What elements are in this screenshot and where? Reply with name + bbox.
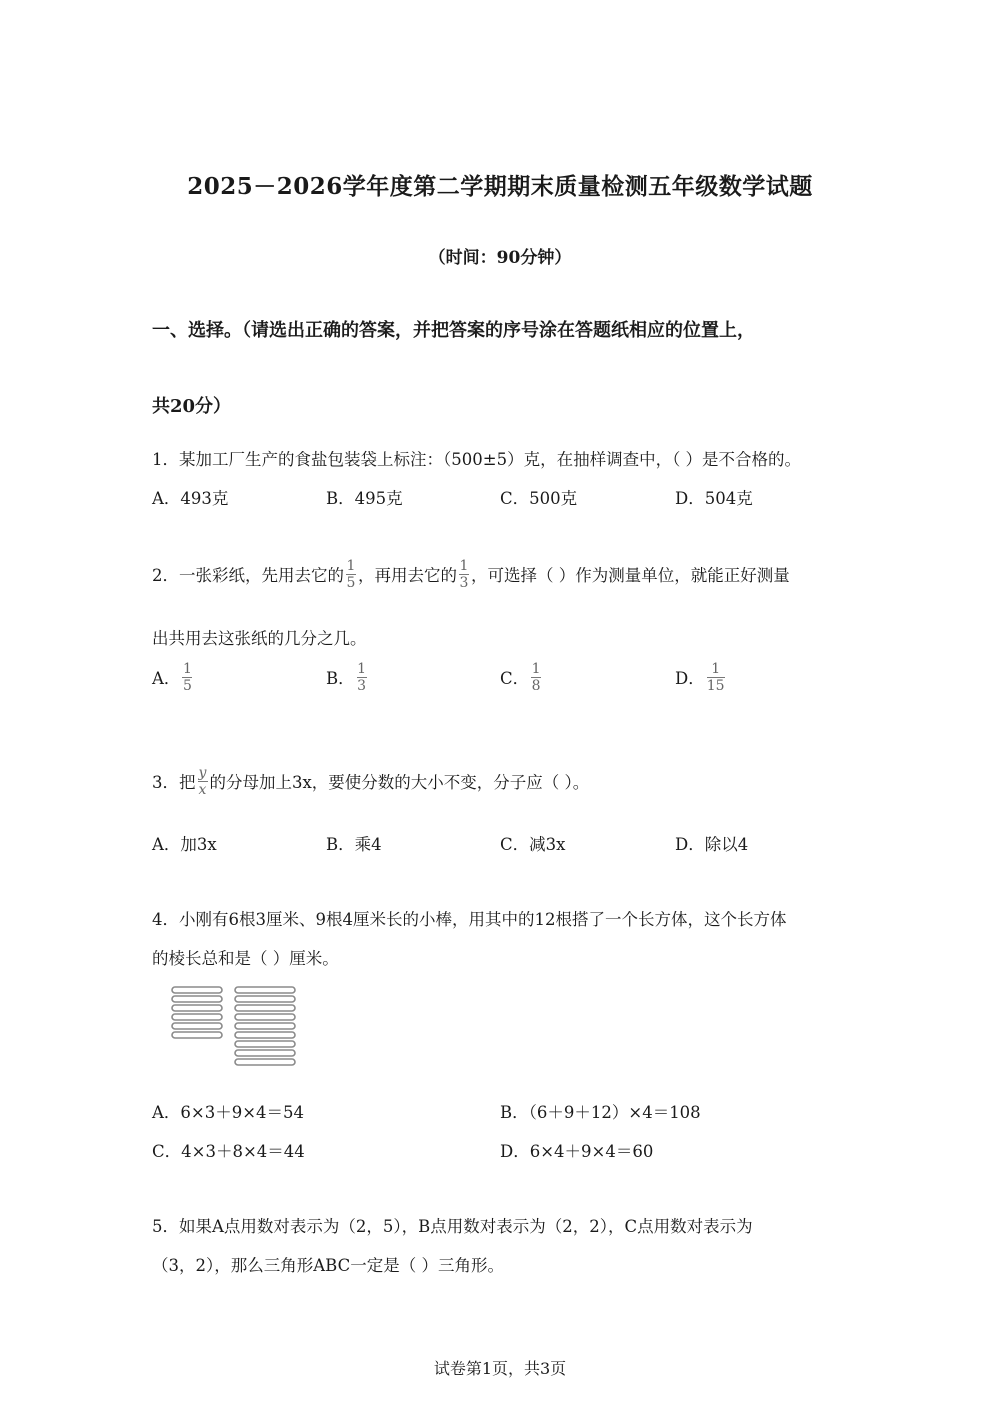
question-4-line2: 的棱长总和是（ ）厘米。 bbox=[152, 949, 339, 968]
question-3-option-d: D．除以4 bbox=[675, 835, 749, 854]
question-5-line2: （3，2），那么三角形ABC一定是（ ）三角形。 bbox=[152, 1256, 504, 1275]
exam-time: （时间：90分钟） bbox=[428, 248, 572, 268]
question-1-option-c: C．500克 bbox=[500, 489, 578, 508]
sticks-illustration bbox=[168, 983, 308, 1073]
question-4-option-a: A．6×3＋9×4＝54 bbox=[152, 1103, 305, 1122]
option-letter: B． bbox=[326, 669, 355, 688]
short-sticks-group bbox=[172, 987, 222, 1038]
exam-title: 2025－2026学年度第二学期期末质量检测五年级数学试题 bbox=[187, 173, 813, 200]
option-letter: A． bbox=[152, 669, 181, 688]
stick bbox=[235, 1032, 295, 1038]
question-2-text-part1: 2．一张彩纸，先用去它的 bbox=[152, 566, 344, 585]
question-3-option-c: C．减3x bbox=[500, 835, 566, 854]
question-2-text-part2: ，再用去它的 bbox=[358, 566, 457, 585]
stick bbox=[235, 1041, 295, 1047]
question-5-line1: 5．如果A点用数对表示为（2，5），B点用数对表示为（2，2），C点用数对表示为 bbox=[152, 1217, 753, 1236]
stick bbox=[172, 1005, 222, 1011]
section-heading-line2: 共20分） bbox=[152, 396, 232, 417]
fraction-numerator: 1 bbox=[346, 558, 356, 574]
option-letter: D． bbox=[675, 669, 705, 688]
fraction-denominator: 5 bbox=[182, 678, 192, 694]
stick bbox=[172, 1023, 222, 1029]
question-4-option-b: B．（6＋9＋12）×4＝108 bbox=[500, 1103, 701, 1122]
stick bbox=[235, 1014, 295, 1020]
fraction-numerator: 1 bbox=[531, 661, 541, 677]
stick bbox=[235, 1023, 295, 1029]
stick bbox=[235, 1050, 295, 1056]
option-letter: C． bbox=[500, 669, 530, 688]
fraction-denominator: 3 bbox=[357, 678, 367, 694]
question-1-option-d: D．504克 bbox=[675, 489, 753, 508]
question-2-option-c bbox=[500, 663, 543, 696]
fraction-denominator: 8 bbox=[531, 678, 541, 694]
question-2-fraction-2 bbox=[459, 558, 469, 591]
fraction-numerator: 1 bbox=[459, 558, 469, 574]
question-4-line1: 4．小刚有6根3厘米、9根4厘米长的小棒，用其中的12根搭了一个长方体，这个长方体 bbox=[152, 910, 787, 929]
question-1-option-b: B．495克 bbox=[326, 489, 403, 508]
page-footer: 试卷第1页，共3页 bbox=[433, 1359, 567, 1378]
fraction-denominator: 5 bbox=[346, 575, 356, 591]
question-3-option-a: A．加3x bbox=[152, 835, 217, 854]
question-3-line bbox=[152, 767, 589, 800]
stick bbox=[172, 1014, 222, 1020]
question-2-text-part3: ，可选择（ ）作为测量单位，就能正好测量 bbox=[471, 566, 790, 585]
question-4-option-d: D．6×4＋9×4＝60 bbox=[500, 1142, 654, 1161]
section-heading-line1: 一、选择。（请选出正确的答案，并把答案的序号涂在答题纸相应的位置上， bbox=[152, 320, 755, 341]
question-2-option-a bbox=[152, 663, 194, 696]
question-3-option-b: B．乘4 bbox=[326, 835, 382, 854]
stick bbox=[172, 987, 222, 993]
question-2-option-b bbox=[326, 663, 369, 696]
option-fraction bbox=[357, 661, 367, 694]
fraction-numerator: 1 bbox=[182, 661, 192, 677]
stick bbox=[235, 996, 295, 1002]
question-3-text-part2: 的分母加上3x，要使分数的大小不变，分子应（ ）。 bbox=[209, 773, 590, 792]
stick bbox=[235, 987, 295, 993]
fraction-denominator: x bbox=[198, 782, 207, 798]
fraction-denominator: 3 bbox=[459, 575, 469, 591]
question-3-text-part1: 3．把 bbox=[152, 773, 196, 792]
option-fraction bbox=[531, 661, 541, 694]
long-sticks-group bbox=[235, 987, 295, 1065]
question-2-line2: 出共用去这张纸的几分之几。 bbox=[152, 629, 367, 648]
stick bbox=[172, 996, 222, 1002]
question-2-option-d bbox=[675, 663, 727, 696]
question-1-option-a: A．493克 bbox=[152, 489, 229, 508]
question-2-line1 bbox=[152, 560, 790, 593]
stick bbox=[172, 1032, 222, 1038]
question-3-fraction bbox=[198, 765, 208, 798]
option-fraction bbox=[707, 661, 725, 694]
fraction-numerator: 1 bbox=[711, 661, 721, 677]
stick bbox=[235, 1005, 295, 1011]
fraction-numerator: 1 bbox=[357, 661, 367, 677]
question-1-text: 1．某加工厂生产的食盐包装袋上标注：（500±5）克，在抽样调查中，（ ）是不合格的。 bbox=[152, 450, 802, 469]
option-fraction bbox=[182, 661, 192, 694]
question-4-option-c: C．4×3＋8×4＝44 bbox=[152, 1142, 305, 1161]
fraction-denominator: 15 bbox=[706, 678, 725, 694]
fraction-numerator: y bbox=[198, 765, 207, 781]
stick bbox=[235, 1059, 295, 1065]
question-2-fraction-1 bbox=[346, 558, 356, 591]
